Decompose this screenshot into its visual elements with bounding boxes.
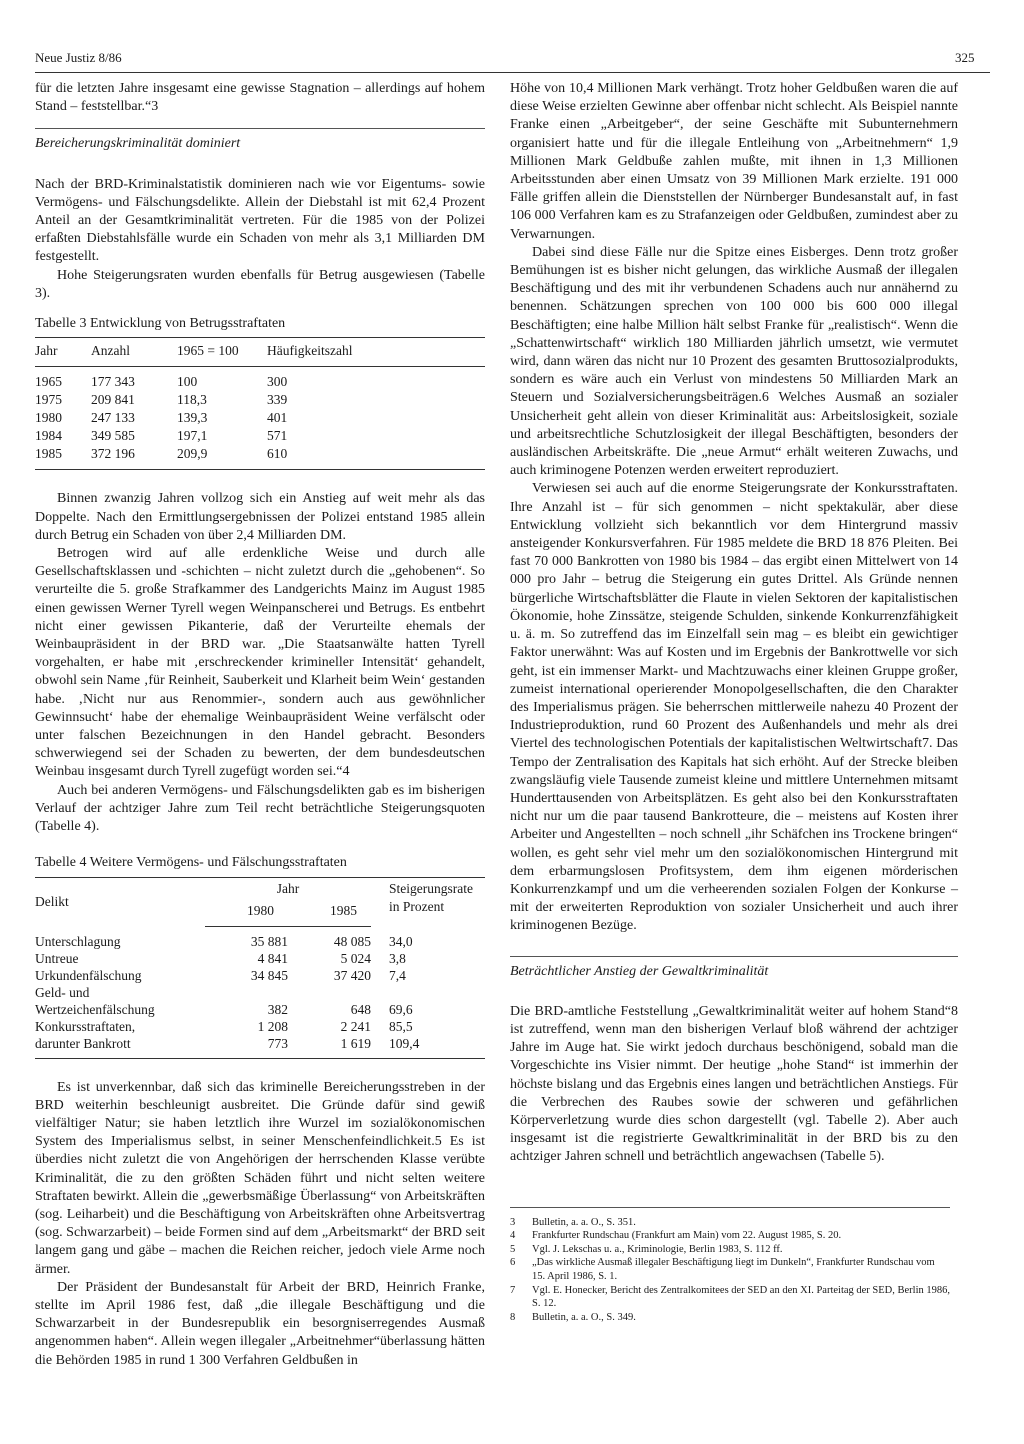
- table-row: [35, 427, 485, 445]
- table-cell: 48 085: [333, 933, 371, 949]
- paragraph: Auch bei anderen Vermögens- und Fälschungsdelikten gab es im bisherigen Verlauf der achtziger Jahre zum Teil recht beträchtliche Steigerungsquoten (Tabelle 4).: [35, 782, 485, 835]
- table-cell: 401: [267, 410, 288, 426]
- table-cell: 339: [267, 392, 288, 408]
- table-cell: 3,8: [389, 950, 406, 966]
- paragraph: Der Präsident der Bundesanstalt für Arbeit der BRD, Heinrich Franke, stellte im April 1986 fest, daß „die illegale Beschäftigung und die Schwarzarbeit in der Bundesrepublik ein besorgniserregendes Ausmaß angenommen haben“. Allein wegen illegaler „Arbeitnehmer“überlassung hätten die Behörden 1985 in rund 1 300 Verfahren Geldbußen in: [35, 1279, 485, 1368]
- footnotes: [510, 1207, 950, 1325]
- table4-header-1980: 1980: [205, 900, 288, 927]
- paragraph: Die BRD-amtliche Feststellung „Gewaltkriminalität weiter auf hohem Stand“8 ist zutreffend, wenn man den bisherigen Verlauf bloß während der achtziger Jahre im Auge hat. Sie wirkt jedoch durchaus beschönigend, sobald man die Vorgeschichte ins Visier nimmt. Der heutige „hohe Stand“ ist immerhin der höchste bislang und das Ergebnis eines langen und beträchtlichen Anstiegs. Für die Verbrechen des Raubes sowie der schweren und gefährlichen Körperverletzung wurde dies schon dargestellt (vgl. Tabelle 2). Aber auch insgesamt ist die registrierte Gewaltkriminalität in der BRD bis zu den achtziger Jahren schnell und beträchtlich angewachsen (Tabelle 5).: [510, 1003, 958, 1165]
- table-cell: 34,0: [389, 933, 413, 949]
- table-cell: 1980: [35, 410, 62, 426]
- table-cell: 1 619: [340, 1035, 371, 1051]
- table4-header-rate: Steigerungsrate in Prozent: [389, 880, 473, 914]
- footnote-number: 8: [510, 1311, 516, 1323]
- footnote: [510, 1311, 950, 1325]
- table-cell: 1975: [35, 392, 62, 408]
- table-cell: 1985: [35, 446, 62, 462]
- table3-title: Tabelle 3 Entwicklung von Betrugsstraftaten: [35, 316, 286, 332]
- table-cell: Geld- und Wertzeichenfälschung: [35, 984, 155, 1017]
- paragraph: Betrogen wird auf alle erdenkliche Weise und durch alle Gesellschaftsklassen und -schichten – nicht zuletzt durch die „gehobenen“. So verurteilte die 5. große Strafkammer des Landgerichts Mainz im August 1985 einen gewissen Werner Tyrell wegen Weinpanscherei und Betrugs. Es entbehrt nicht einer gewissen Pikanterie, daß der Verurteilte ehemals der Weinbaupräsident in der BRD war. „Die Staatsanwälte hatten Tyrell vorgehalten, er habe mit ‚erschreckender krimineller Intensität‘ gehandelt, obwohl sein Name ‚für Reinheit, Sauberkeit und Klarheit beim Wein‘ gestanden habe. ‚Nicht nur aus Renommier-, sondern auch aus gewöhnlicher Gewinnsucht‘ habe der ehemalige Weinbaupräsident Weine verfälscht oder unter falschen Bezeichnungen in den Handel gebracht. Besonders schwerwiegend sei der Schaden zu bewerten, der dem bundesdeutschen Weinbau insgesamt durch Tyrell zugefügt worden sei.“4: [35, 546, 485, 780]
- table4: [35, 877, 485, 1059]
- table-cell: Untreue: [35, 950, 79, 966]
- footnote: [510, 1229, 950, 1243]
- table-cell: 177 343: [91, 374, 135, 390]
- table-cell: 69,6: [389, 1001, 413, 1017]
- table-row: [35, 1035, 485, 1059]
- table-cell: 648: [350, 1001, 371, 1017]
- table-cell: 34 845: [250, 967, 288, 983]
- table-cell: 37 420: [333, 967, 371, 983]
- footnote-text: „Das wirkliche Ausmaß illegaler Beschäftigung liegt im Dunkeln“, Frankfurter Rundschau vom 15. April 1986, S. 1.: [532, 1257, 935, 1282]
- paragraph: Binnen zwanzig Jahren vollzog sich ein Anstieg auf weit mehr als das Doppelte. Nach den Ermittlungsergebnissen der Polizei entstand 1985 allein durch Betrug ein Schaden von über 2,4 Milliarden DM.: [35, 491, 485, 543]
- table3-header: Jahr: [35, 338, 91, 367]
- journal-title: Neue Justiz 8/86: [35, 50, 122, 65]
- table-cell: 118,3: [177, 392, 207, 408]
- paragraph: Höhe von 10,4 Millionen Mark verhängt. Trotz hoher Geldbußen waren die auf diese Weise erzielten Gewinne aber offenbar nicht schlecht. Als Beispiel nannte Franke einen „Arbeitgeber“, der seine Geschäfte mit Subunternehmern organisiert hatte und für die illegale Entleihung von „Arbeitnehmern“ 1,9 Millionen Mark Geldbuße zahlen mußte, mit ihnen in 1,3 Millionen Arbeitsstunden aber einen Umsatz von 39 Millionen Mark erzielte. 191 000 Fälle griffen allein die Dienststellen der Nürnberger Bundesanstalt auf, in fast 106 000 Verfahren kam es zu Strafanzeigen oder Geldbußen, zumindest aber zu Verwarnungen.: [510, 81, 958, 242]
- table3: [35, 337, 485, 470]
- section-heading-bereicherung: Bereicherungskriminalität dominiert: [35, 128, 485, 159]
- table-row: [35, 926, 485, 950]
- paragraph: Hohe Steigerungsraten wurden ebenfalls für Betrug ausgewiesen (Tabelle 3).: [35, 267, 485, 301]
- footnote-text: Vgl. J. Lekschas u. a., Kriminologie, Berlin 1983, S. 112 ff.: [532, 1243, 783, 1255]
- footnote: [510, 1216, 950, 1230]
- paragraph: Es ist unverkennbar, daß sich das kriminelle Bereicherungsstreben in der BRD weiterhin beschleunigt ausbreitet. Die Gründe dafür sind gewiß vielfältiger Natur; sie haben letztlich ihre Wurzel im sozialökonomischen System des Imperialismus selbst, in seiner Menschenfeindlichkeit.5 Es ist überdies nicht zuletzt die von Angehörigen der herrschenden Klasse verübte Kriminalität, die zu den größten Schäden führt und nicht selten weitere Straftaten bewirkt. Allein die „gewerbsmäßige Überlassung“ von Arbeitskräften (sog. Leiharbeit) und die Beschäftigung von Arbeitskräften ohne Arbeitsvertrag (sog. Schwarzarbeit) – beide Formen sind auf dem „Arbeitsmarkt“ der BRD seit langem gang und gäbe – machen die Reichen reicher, jedoch viele Arme noch ärmer.: [35, 1079, 485, 1277]
- page-number: 325: [955, 50, 975, 65]
- footnote-text: Bulletin, a. a. O., S. 349.: [532, 1311, 636, 1323]
- table-cell: 209,9: [177, 446, 208, 462]
- right-column: [510, 80, 958, 1324]
- table-row: [35, 967, 485, 984]
- table-row: [35, 445, 485, 470]
- table3-header: Häufigkeitszahl: [267, 338, 485, 367]
- footnote: [510, 1243, 950, 1257]
- footnote-text: Vgl. E. Honecker, Bericht des Zentralkomitees der SED an den XI. Parteitag der SED, Berlin 1986, S. 12.: [532, 1284, 951, 1310]
- footnote-number: 7: [510, 1284, 516, 1296]
- paragraph: Nach der BRD-Kriminalstatistik dominieren nach wie vor Eigentums- sowie Vermögens- und Fälschungsdelikte. Allein der Diebstahl ist mit 62,4 Prozent Anteil an der Gesamtkriminalität vertreten. Für die 1985 von der Polizei erfaßten Diebstahlsfälle wurde ein Schaden von mehr als 3,1 Milliarden DM festgestellt.: [35, 176, 485, 265]
- table-cell: 571: [267, 428, 288, 444]
- table-cell: Urkundenfälschung: [35, 967, 142, 983]
- footnote-number: 5: [510, 1243, 516, 1255]
- table4-header-row: [35, 877, 485, 900]
- table4-header-delikt: Delikt: [35, 893, 69, 909]
- table-cell: 349 585: [91, 428, 135, 444]
- table-cell: 109,4: [389, 1035, 420, 1051]
- table4-title: Tabelle 4 Weitere Vermögens- und Fälschungsstraftaten: [35, 855, 347, 871]
- table-cell: 1965: [35, 374, 62, 390]
- table-cell: 35 881: [250, 933, 288, 949]
- table-cell: 7,4: [389, 967, 406, 983]
- table4-header-1985: 1985: [288, 900, 371, 927]
- table-cell: 372 196: [91, 446, 135, 462]
- paragraph: Dabei sind diese Fälle nur die Spitze eines Eisberges. Denn trotz großer Bemühungen ist es bisher nicht gelungen, das wirkliche Ausmaß der illegalen Beschäftigung und des mit ihr verbundenen Schadens auch nur annähernd zu benennen. Schätzungen sprechen von 100 000 bis 600 000 illegal Beschäftigten; eine halbe Million hält selbst Franke für „realistisch“. Wenn die „Schattenwirtschaft“ wirklich 180 Milliarden jährlich umsetzt, wie vermutet wird, dann wären das nicht nur 10 Prozent des gesamten Bruttosozialprodukts, sondern es wäre auch ein Verlust von mindestens 50 Milliarden Mark an Steuern und Sozialversicherungsbeiträgen.6 Welches Ausmaß an sozialer Unsicherheit geht allein von dieser Kriminalität aus: Arbeitslosigkeit, soziale und arbeitsrechtliche Schutzlosigkeit der illegal Beschäftigten, besonders der ausländischen Arbeitskräfte. Die „neue Armut“ erhält weiteren Zuwachs, und auch kriminogene Potenzen werden erweitert reproduziert.: [510, 244, 958, 479]
- table-cell: 100: [177, 374, 198, 390]
- table-cell: 5 024: [340, 950, 371, 966]
- footnote-text: Bulletin, a. a. O., S. 351.: [532, 1216, 636, 1228]
- table-cell: 773: [267, 1035, 288, 1051]
- table-row: [35, 409, 485, 427]
- table-cell: 209 841: [91, 392, 135, 408]
- table-cell: darunter Bankrott: [35, 1035, 131, 1051]
- table-cell: 85,5: [389, 1018, 413, 1034]
- table-row: [35, 391, 485, 409]
- left-column: [35, 80, 485, 1370]
- table-row: [35, 984, 485, 1018]
- table-cell: 382: [267, 1001, 288, 1017]
- footnote-number: 4: [510, 1230, 516, 1242]
- footnote-number: 6: [510, 1257, 516, 1269]
- paragraph: Verwiesen sei auch auf die enorme Steigerungsrate der Konkursstraftaten. Ihre Anzahl ist – für sich genommen – nicht spektakulär, aber diese Entwicklung vollzieht sich bekanntlich vor dem Hintergrund massiv ansteigender Konkursverfahren. Für 1985 meldete die BRD 18 876 Pleiten. Bei fast 70 000 Bankrotten von 1980 bis 1984 – das ergibt einen Mittelwert von 14 000 pro Jahr – betrug die Steigerung ein gutes Drittel. Als Gründe nennen bürgerliche Wirtschaftsblätter die Flaute in vielen Sektoren der kapitalistischen Ökonomie, hohe Zinssätze, steigende Schulden, sinkende Konkurrenzfähigkeit u. ä. m. So zutreffend das im Einzelfall sein mag – es bleibt ein gewichtiger Faktor unerwähnt: Was auf Kosten und im Ergebnis der Bankrottwelle vor sich geht, ist ein immenser Markt- und Machtzuwachs einer kleinen Gruppe großer, zumeist international operierender Monopolgesellschaften, die den Charakter des Imperialismus prägen. Sie beherrschen mittlerweile nahezu 40 Prozent der Industrieproduktion, rund 60 Prozent des Außenhandels und mehr als drei Viertel des technologischen Potentials der kapitalistischen Weltwirtschaft7. Das Tempo der Zentralisation des Kapitals hat sich erhöht. Auf der Strecke bleiben zwangsläufig viele Tausende zumeist kleine und mittlere Unternehmen mitsamt Hunderttausenden von Arbeitsplätzen. Es geht also bei den Konkursstraftaten nicht nur um die paar tausend Bankrotteure, die – meistens auf Kosten ihrer Arbeiter und Angestellten – noch schnell „ihr Schäfchen ins Trockene bringen“ wollen, es geht sehr viel mehr um den sozialökonomischen Hintergrund mit dem erbarmungslosen Profitsystem, dem ihm eigenen mörderischen Konkurrenzkampf und um die verheerenden sozialen Folgen der Konkurse – mit der erweiterten Reproduktion von sozialer Unsicherheit und auch ihrer kriminogenen Bezüge.: [510, 481, 958, 934]
- table-cell: Konkursstraftaten,: [35, 1018, 136, 1034]
- footnote: [510, 1284, 950, 1311]
- table-cell: 247 133: [91, 410, 135, 426]
- table-cell: 1984: [35, 428, 62, 444]
- table-cell: Unterschlagung: [35, 933, 121, 949]
- table-cell: 300: [267, 374, 288, 390]
- table4-header-jahr: Jahr: [276, 880, 300, 896]
- table3-header-row: [35, 338, 485, 367]
- table3-header: Anzahl: [91, 338, 177, 367]
- table-cell: 1 208: [257, 1018, 288, 1034]
- table-cell: 4 841: [257, 950, 288, 966]
- footnote-text: Frankfurter Rundschau (Frankfurt am Main) vom 22. August 1985, S. 20.: [532, 1230, 842, 1242]
- footnote-number: 3: [510, 1216, 516, 1228]
- table3-header: 1965 = 100: [177, 338, 267, 367]
- table-row: [35, 367, 485, 392]
- table-row: [35, 950, 485, 967]
- section-heading-gewalt: Beträchtlicher Anstieg der Gewaltkriminalität: [510, 956, 958, 987]
- table-cell: 139,3: [177, 410, 208, 426]
- header-divider: [35, 72, 990, 73]
- table-cell: 2 241: [340, 1018, 371, 1034]
- table-row: [35, 1018, 485, 1035]
- footnote: [510, 1256, 950, 1283]
- intro-paragraph: für die letzten Jahre insgesamt eine gewisse Stagnation – allerdings auf hohem Stand – feststellbar.“3: [35, 81, 485, 115]
- table-cell: 197,1: [177, 428, 208, 444]
- table-cell: 610: [267, 446, 288, 462]
